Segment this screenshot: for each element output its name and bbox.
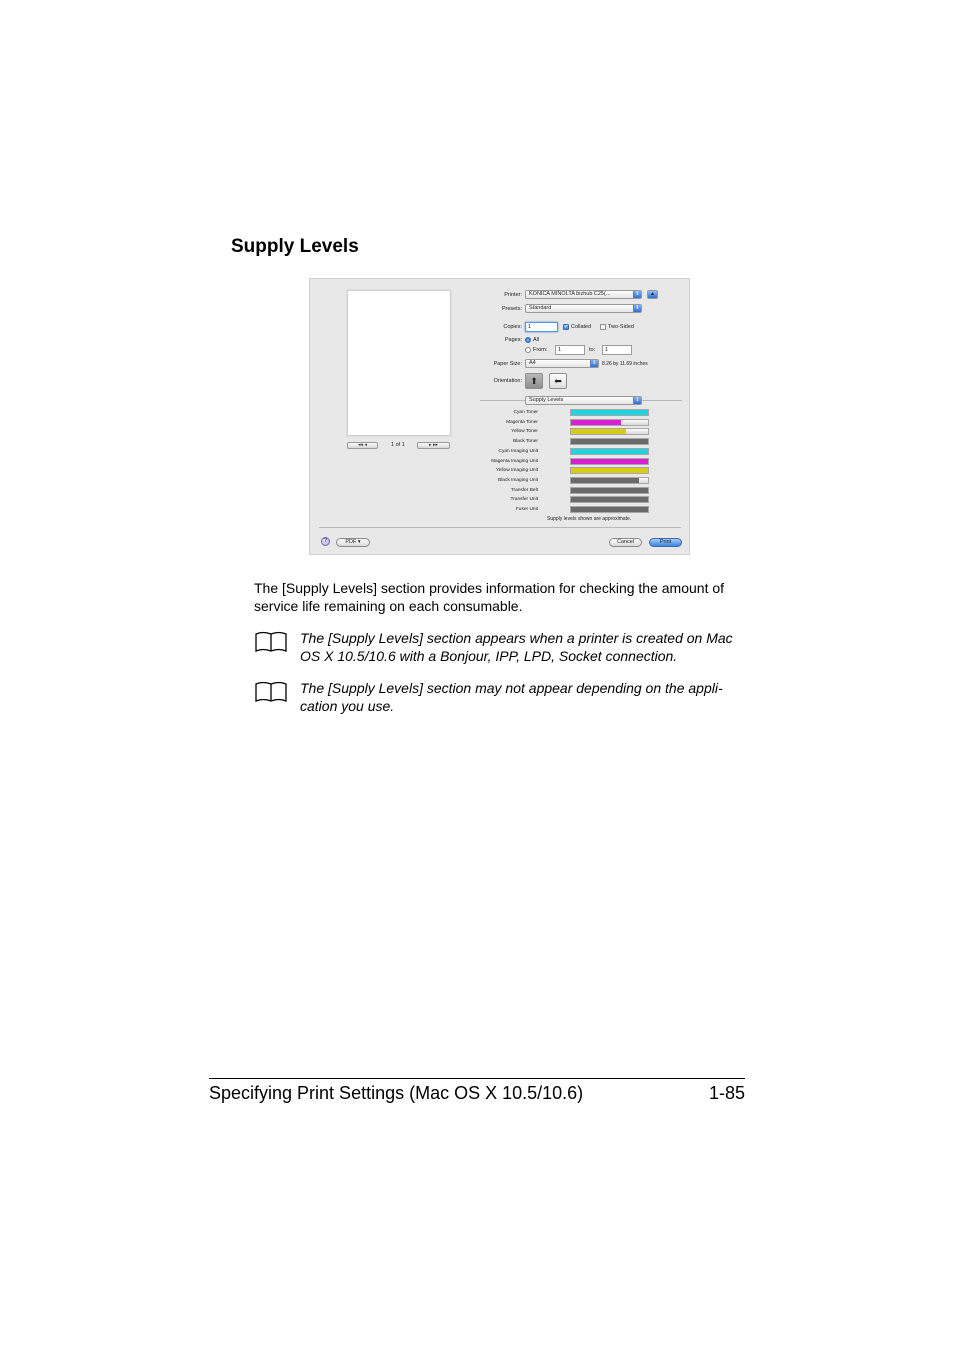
section-heading: Supply Levels: [231, 236, 359, 257]
portrait-person-icon: ⬆: [530, 376, 538, 386]
supply-note: Supply levels shown are approximate.: [547, 516, 632, 522]
open-book-icon: [254, 631, 288, 653]
preview-prev-buttons[interactable]: [347, 442, 378, 449]
copies-label: Copies:: [503, 324, 522, 330]
popup-arrows-icon: ⇕: [633, 291, 641, 298]
help-button[interactable]: [321, 537, 330, 546]
supply-level-bar: [570, 467, 649, 474]
supply-level-bar: [570, 487, 649, 494]
popup-arrows-icon: ⇕: [590, 360, 598, 367]
paper-size-value: A4: [529, 360, 536, 366]
footer-page-number: 1-85: [708, 1083, 745, 1103]
two-sided-label: Two-Sided: [608, 324, 634, 330]
supply-level-fill: [571, 507, 648, 512]
pages-from-radio[interactable]: [525, 347, 531, 353]
supply-level-fill: [571, 420, 621, 425]
preview-next-buttons[interactable]: [417, 442, 450, 449]
print-button[interactable]: Print: [649, 538, 682, 547]
supply-name: Cyan Toner: [513, 410, 538, 415]
note-2-text: The [Supply Levels] section may not appear depending on the appli-cation you use.: [300, 680, 723, 714]
disclosure-up-icon: ▲: [650, 291, 655, 297]
supply-name: Transfer Unit: [510, 497, 538, 503]
prev-page-icon: ◂: [364, 442, 367, 448]
first-page-icon: ◂◂: [358, 442, 364, 448]
bottom-divider: [319, 527, 681, 528]
presets-label: Presets:: [501, 306, 522, 312]
supply-row: [480, 428, 650, 435]
supply-name: Yellow Toner: [511, 429, 538, 435]
supply-level-bar: [570, 477, 649, 484]
last-page-icon: ▸▸: [432, 442, 438, 448]
supply-level-fill: [571, 429, 626, 434]
supply-level-bar: [570, 428, 649, 435]
supply-level-bar: [570, 438, 649, 445]
supply-name: Magenta Toner: [506, 419, 538, 425]
pages-all-label: All: [533, 337, 540, 343]
pages-from-label: From:: [533, 347, 548, 353]
supply-row: [480, 458, 650, 465]
disclosure-button[interactable]: [647, 290, 658, 299]
note-1-text: The [Supply Levels] section appears when a printer is created on Mac OS X 10.5/10.6 with a Bonjour, IPP, LPD, Socket connection.: [300, 630, 733, 664]
presets-value: Standard: [529, 305, 552, 311]
orientation-label: Orientation:: [493, 378, 522, 384]
paper-size-popup[interactable]: [525, 359, 599, 368]
pages-to-input[interactable]: 1: [602, 345, 632, 355]
supply-level-bar: [570, 458, 649, 465]
supply-row: [480, 448, 650, 455]
supply-row: [480, 477, 650, 484]
collated-label: Collated: [571, 324, 592, 330]
landscape-person-icon: ⬅: [554, 376, 562, 386]
paper-size-label: Paper Size:: [493, 361, 522, 367]
supply-name: Black Toner: [513, 439, 538, 445]
supply-level-bar: [570, 448, 649, 455]
supply-row: [480, 438, 650, 445]
supply-level-fill: [571, 497, 648, 502]
supply-name: Transfer Belt: [510, 487, 538, 493]
supply-level-bar: [570, 506, 649, 513]
supply-name: Fuser Unit: [515, 507, 538, 512]
printer-label: Printer:: [504, 292, 522, 298]
open-book-icon: [254, 681, 288, 703]
portrait-orientation-button[interactable]: [525, 373, 543, 389]
popup-arrows-icon: ⇕: [633, 305, 641, 312]
presets-popup[interactable]: [525, 304, 642, 313]
printer-value: KONICA MINOLTA bizhub C25(...: [529, 291, 611, 297]
panel-value: Supply Levels: [529, 397, 564, 403]
paper-size-dimensions: 8.26 by 11.69 inches: [602, 361, 648, 367]
pdf-button[interactable]: PDF ▾: [336, 538, 370, 547]
supply-level-fill: [571, 468, 648, 473]
help-icon: ?: [323, 538, 328, 544]
footer-rule: [209, 1078, 745, 1079]
pages-to-label: to:: [589, 347, 596, 353]
supply-level-fill: [571, 449, 648, 454]
supply-row: [480, 487, 650, 494]
next-page-icon: ▸: [429, 442, 432, 448]
supply-row: [480, 467, 650, 474]
supply-level-fill: [571, 410, 648, 415]
supply-name: Yellow Imaging Unit: [496, 468, 538, 474]
supply-row: [480, 496, 650, 503]
print-dialog-screenshot: [309, 278, 690, 555]
supply-row: [480, 409, 650, 416]
supply-level-fill: [571, 439, 648, 444]
page-preview: [347, 290, 451, 436]
supply-level-bar: [570, 496, 649, 503]
printer-popup[interactable]: [525, 290, 642, 299]
supply-name: Black Imaging Unit: [498, 477, 538, 483]
supply-name: Cyan Imaging Unit: [498, 448, 538, 454]
supply-level-fill: [571, 488, 648, 493]
pages-all-radio[interactable]: [525, 337, 531, 343]
landscape-orientation-button[interactable]: [549, 373, 567, 389]
supply-level-fill: [571, 478, 639, 483]
collated-checkbox[interactable]: ✓: [564, 324, 569, 330]
description-paragraph: The [Supply Levels] section provides information for checking the amount of service life remaining on each consumable.: [254, 580, 725, 614]
two-sided-checkbox[interactable]: [600, 324, 606, 330]
cancel-button[interactable]: Cancel: [609, 538, 642, 547]
supply-row: [480, 506, 650, 513]
supply-level-bar: [570, 419, 649, 426]
supply-row: [480, 419, 650, 426]
supply-name: Magenta Imaging Unit: [491, 458, 538, 464]
copies-input[interactable]: 1: [525, 322, 558, 332]
pages-label: Pages:: [504, 337, 522, 343]
pages-from-input[interactable]: 1: [555, 345, 585, 355]
supply-level-bar: [570, 409, 649, 416]
panel-popup[interactable]: [525, 396, 642, 405]
popup-arrows-icon: ⇕: [633, 397, 641, 404]
preview-page-indicator: 1 of 1: [391, 442, 405, 448]
supply-level-fill: [571, 459, 648, 464]
footer-title: Specifying Print Settings (Mac OS X 10.5/10.6): [209, 1083, 584, 1103]
